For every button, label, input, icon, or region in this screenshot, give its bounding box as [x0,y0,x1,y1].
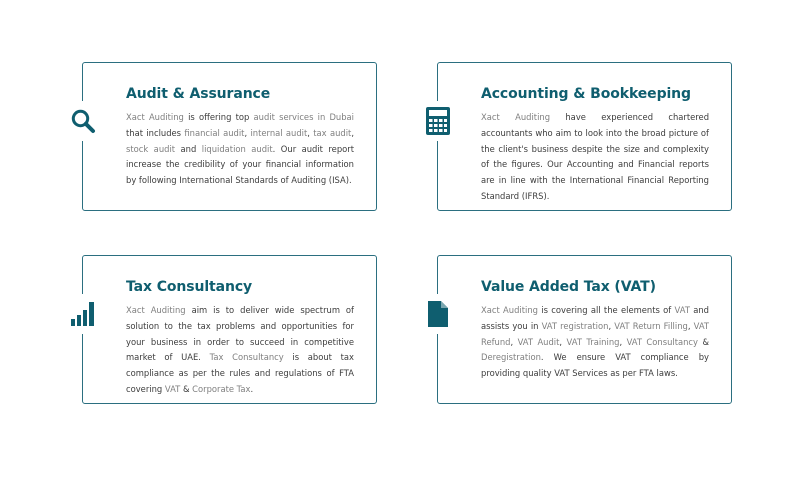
service-keyword: Xact Auditing [126,305,186,315]
service-keyword: Corporate Tax [192,383,251,394]
description-text: is covering all the elements of [537,305,675,315]
description-text: is about tax compliance as per the rules and regulations of FTA covering [126,352,354,394]
description-text: . [250,383,254,394]
description-text: , [559,336,567,347]
service-keyword: VAT Training [566,336,620,347]
description-text: , [608,320,615,331]
description-text: , [510,336,518,347]
description-text: have experienced chartered accountants who aim to look into the broad picture of the client's business despite the size and complexity of the figures. Our Accounting and Financial reports are in line with the International Financial Reporting Standard (IFRS). [481,112,710,201]
service-keyword: Xact Auditing [481,112,551,122]
service-keyword: VAT Refund [481,320,710,347]
card-description [126,110,354,189]
service-keyword: Tax Consultancy [209,352,284,363]
service-keyword: VAT Consultancy [626,336,698,347]
service-card-tax [82,255,377,404]
description-text: that includes [126,127,185,138]
description-text: is offering top [183,112,254,122]
description-text: and assists you in [481,305,709,331]
service-keyword: Deregistration [481,352,541,363]
magnifier-icon [67,101,99,141]
description-text: , [687,320,694,331]
service-keyword: Xact Auditing [126,112,184,122]
service-keyword: VAT [674,305,690,315]
card-title: Audit & Assurance [126,86,271,102]
description-text: , [244,127,251,138]
card-title: Value Added Tax (VAT) [481,279,656,295]
description-text: , [351,127,354,138]
card-description [126,303,354,398]
service-keyword: VAT Audit [517,336,560,347]
description-text: . We ensure VAT compliance by providing quality VAT Services as per FTA laws. [481,352,709,379]
document-icon [422,294,454,334]
service-card-vat [437,255,732,404]
service-keyword: tax audit [313,127,352,138]
service-card-audit [82,62,377,211]
description-text: , [619,336,627,347]
service-keyword: VAT [164,383,181,394]
description-text: and [175,143,202,154]
card-description [481,110,709,205]
description-text: & [180,383,193,394]
service-keyword: Xact Auditing [481,305,538,315]
service-keyword: audit services in Dubai [253,112,354,122]
description-text: , [307,127,314,138]
description-text: aim is to deliver wide spectrum of solution to the tax problems and opportunities for your business in order to succeed in competitive market of UAE. [126,305,354,363]
service-keyword: liquidation audit [201,143,273,154]
bar-chart-icon [67,294,99,334]
service-card-accounting [437,62,732,211]
service-keyword: internal audit [250,127,308,138]
card-description [481,303,709,382]
service-keyword: VAT registration [541,320,609,331]
description-text: . Our audit report increase the credibility of your financial information by following International Standards of Auditing (ISA). [126,143,354,186]
card-title: Tax Consultancy [126,279,253,295]
service-keyword: stock audit [126,143,176,154]
calculator-icon [422,101,454,141]
service-keyword: financial audit [184,127,245,138]
card-title: Accounting & Bookkeeping [481,86,691,102]
description-text: & [698,336,709,347]
service-keyword: VAT Return Filling [614,320,688,331]
